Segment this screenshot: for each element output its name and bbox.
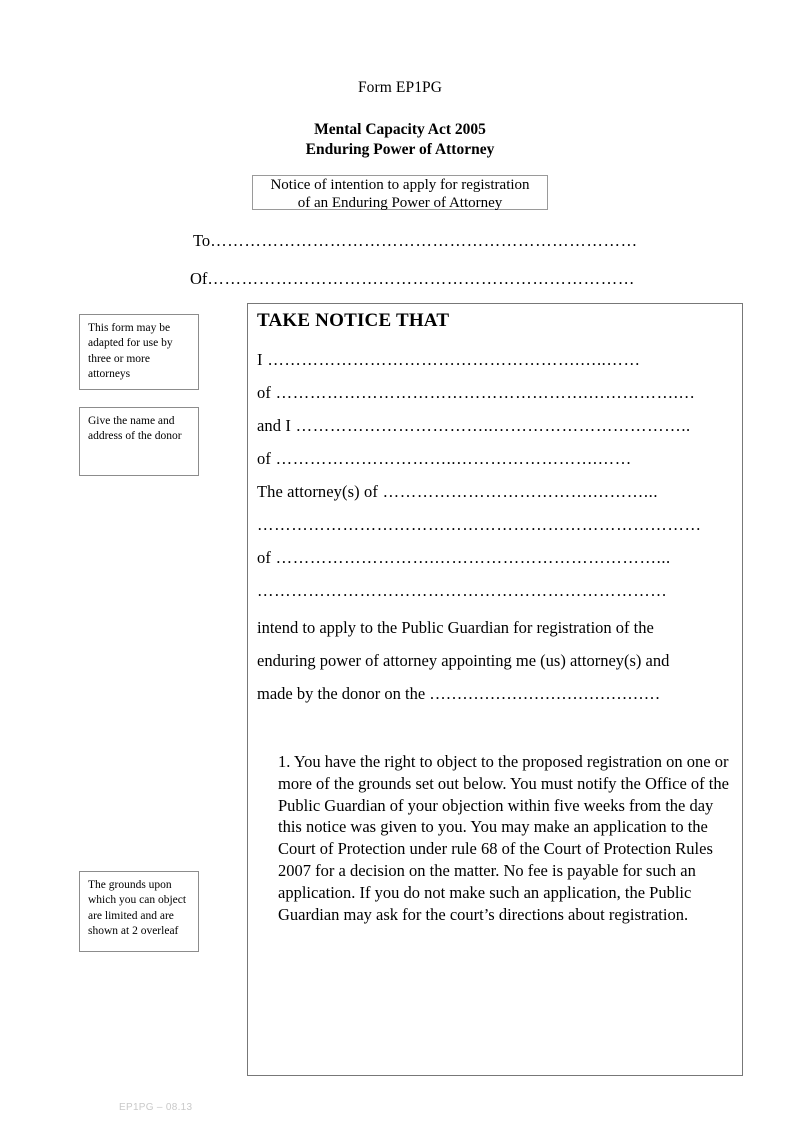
of-dotted-line: ………………………………………………………………… bbox=[207, 269, 635, 288]
act-title-line-1: Mental Capacity Act 2005 bbox=[314, 121, 486, 138]
to-label: To bbox=[193, 231, 211, 250]
fill-line-of-third[interactable] bbox=[257, 548, 671, 568]
fill-line-of-third-continuation[interactable] bbox=[257, 581, 667, 601]
fill-line-i-label: I bbox=[257, 350, 263, 369]
fill-line-of-first-dots: ……………………………………………….…………….… bbox=[270, 383, 696, 402]
fill-line-of-second-label: of bbox=[257, 449, 271, 468]
footer-form-reference: EP1PG – 08.13 bbox=[119, 1102, 193, 1113]
intend-paragraph-line-2: enduring power of attorney appointing me (us) attorney(s) and bbox=[257, 651, 670, 670]
fill-line-of-third-label: of bbox=[257, 548, 271, 567]
fill-line-and-i[interactable] bbox=[257, 416, 691, 436]
take-notice-box bbox=[247, 303, 743, 1076]
fill-line-and-i-label: and I bbox=[257, 416, 291, 435]
fill-line-attorneys-of[interactable] bbox=[257, 482, 658, 502]
recipient-to-field[interactable] bbox=[193, 231, 638, 251]
margin-note-objection-grounds: The grounds upon which you can object are limited and are shown at 2 overleaf bbox=[79, 871, 199, 952]
fill-line-of-third-continuation-dots: ……………………………………………………………… bbox=[257, 581, 668, 600]
notice-box-line-1: Notice of intention to apply for registration bbox=[270, 177, 530, 193]
fill-line-attorneys-of-dots: ……………………………….………... bbox=[377, 482, 659, 501]
intend-to-apply-paragraph bbox=[257, 611, 737, 710]
to-dotted-line: ………………………………………………………………… bbox=[210, 231, 638, 250]
recipient-of-field[interactable] bbox=[190, 269, 635, 289]
fill-line-of-third-dots: ……………………….…………………………………... bbox=[270, 548, 671, 567]
right-to-object-paragraph: 1. You have the right to object to the proposed registration on one or more of the grounds set out below. You must notify the Office of the Public Guardian of your objection within five weeks from the day this notice was given to you. You may make an application to the Court of Protection under rule 68 of the Court of Protection Rules 2007 for a decision on the matter. No fee is payable for such an application. If you do not make such an application, the Public Guardian may ask for the court’s directions about registration. bbox=[278, 752, 729, 924]
fill-line-of-second[interactable] bbox=[257, 449, 632, 469]
notice-box-line-2: of an Enduring Power of Attorney bbox=[297, 195, 503, 211]
fill-line-attorneys-continuation-dots: …………………………………………………………………… bbox=[257, 515, 702, 534]
margin-note-adapted-attorneys: This form may be adapted for use by three or more attorneys bbox=[79, 314, 199, 390]
fill-line-attorneys-continuation[interactable] bbox=[257, 515, 702, 535]
fill-line-and-i-dots: ……………………………..…………………………….. bbox=[290, 416, 691, 435]
act-title-line-2: Enduring Power of Attorney bbox=[305, 140, 495, 158]
act-title-heading bbox=[0, 120, 800, 159]
of-label: Of bbox=[190, 269, 208, 288]
fill-line-attorneys-of-label: The attorney(s) of bbox=[257, 482, 378, 501]
intend-paragraph-line-1: intend to apply to the Public Guardian for registration of the bbox=[257, 618, 654, 637]
fill-line-of-second-dots: …………………………..…………………….…… bbox=[270, 449, 632, 468]
form-code-heading: Form EP1PG bbox=[357, 79, 443, 96]
fill-line-i-dots: ……………………………………………….…..…… bbox=[262, 350, 641, 369]
take-notice-heading: TAKE NOTICE THAT bbox=[257, 310, 450, 331]
fill-line-of-first[interactable] bbox=[257, 383, 696, 403]
fill-line-of-first-label: of bbox=[257, 383, 271, 402]
fill-line-i[interactable] bbox=[257, 350, 641, 370]
notice-of-intention-box bbox=[252, 175, 548, 210]
margin-note-donor-details: Give the name and address of the donor bbox=[79, 407, 199, 476]
intend-paragraph-line-3[interactable]: made by the donor on the …………………………………… bbox=[257, 684, 661, 703]
